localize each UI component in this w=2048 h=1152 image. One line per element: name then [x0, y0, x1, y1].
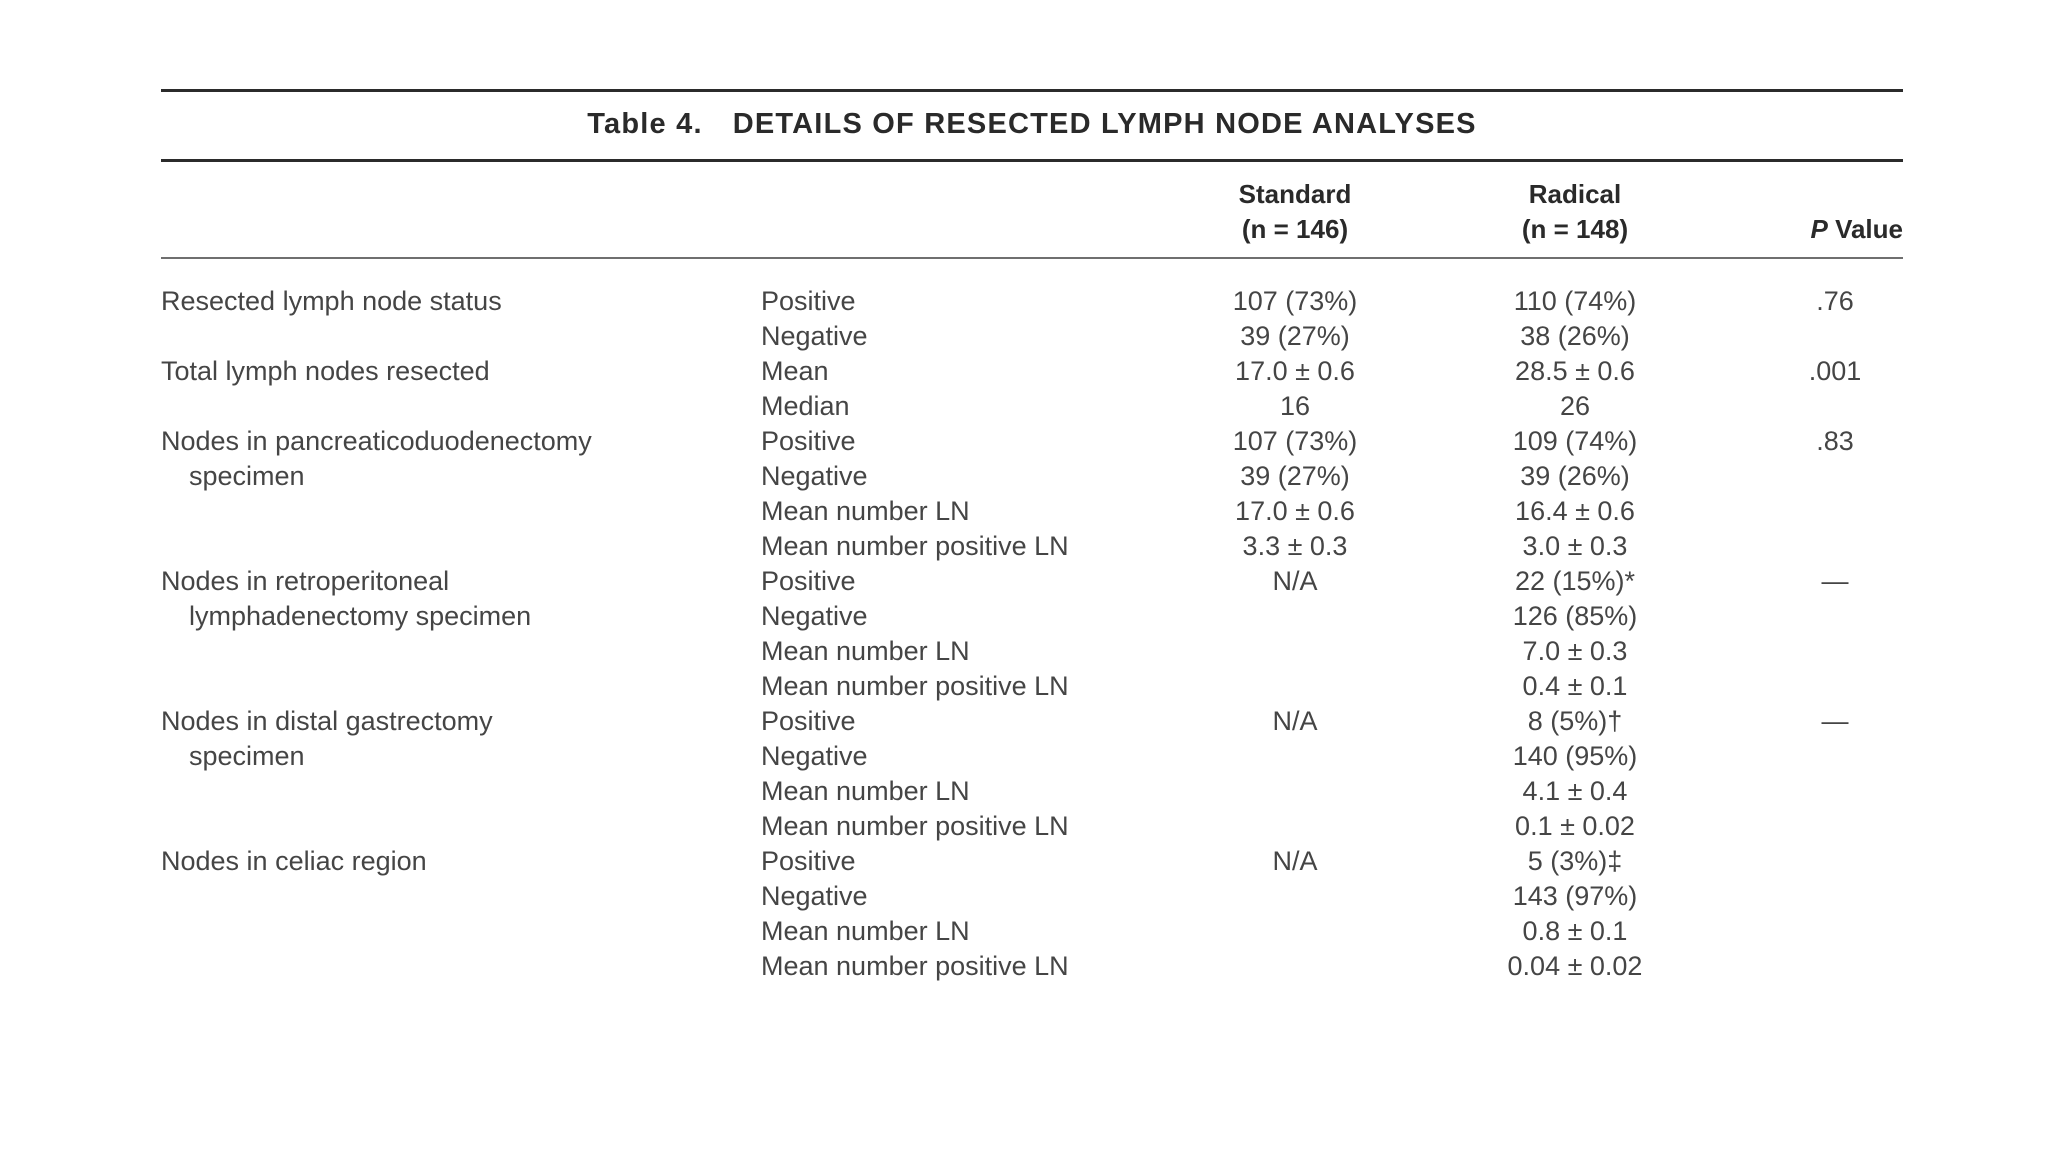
radical-value: 143 (97%): [1512, 881, 1638, 911]
header-p-value: [1760, 212, 1903, 247]
row-label: Total lymph nodes resected: [161, 356, 490, 386]
radical-value: 16.4 ± 0.6: [1515, 496, 1635, 526]
table-row: [0, 459, 2048, 494]
radical-value: 3.0 ± 0.3: [1522, 531, 1628, 561]
header-radical-name: Radical: [1528, 179, 1622, 209]
radical-value: 110 (74%): [1513, 286, 1637, 316]
row-sublabel: Positive: [761, 286, 856, 316]
row-sublabel: Median: [761, 391, 850, 421]
radical-value: 7.0 ± 0.3: [1522, 636, 1628, 666]
standard-value: 17.0 ± 0.6: [1235, 356, 1355, 386]
row-sublabel: Mean number positive LN: [761, 671, 1069, 701]
header-standard-name: Standard: [1238, 179, 1352, 209]
table-row: [0, 844, 2048, 879]
row-sublabel: Negative: [761, 321, 868, 351]
row-sublabel: Positive: [761, 566, 856, 596]
table-row: [0, 634, 2048, 669]
standard-value: 16: [1279, 391, 1311, 421]
radical-value: 140 (95%): [1512, 741, 1638, 771]
row-sublabel: Mean number positive LN: [761, 531, 1069, 561]
table-body: [0, 284, 2048, 984]
radical-value: 39 (26%): [1520, 461, 1630, 491]
row-sublabel: Mean: [761, 356, 829, 386]
table-row: [0, 949, 2048, 984]
table-row: [0, 389, 2048, 424]
row-sublabel: Mean number positive LN: [761, 951, 1069, 981]
table-row: [0, 424, 2048, 459]
standard-value: N/A: [1272, 846, 1318, 876]
table-title: [161, 108, 1903, 141]
p-value: —: [1821, 706, 1849, 736]
table-number: Table 4.: [587, 108, 703, 140]
radical-value: 38 (26%): [1520, 321, 1630, 351]
table-row: [0, 739, 2048, 774]
header-standard: [1200, 177, 1390, 247]
row-sublabel: Mean number LN: [761, 636, 970, 666]
table-row: [0, 284, 2048, 319]
radical-value: 0.04 ± 0.02: [1507, 951, 1643, 981]
table-row: [0, 319, 2048, 354]
table-title-text: DETAILS OF RESECTED LYMPH NODE ANALYSES: [732, 108, 1477, 140]
table-row: [0, 914, 2048, 949]
row-sublabel: Mean number positive LN: [761, 811, 1069, 841]
header-standard-n: (n = 146): [1241, 214, 1349, 244]
standard-value: 17.0 ± 0.6: [1235, 496, 1355, 526]
row-sublabel: Mean number LN: [761, 776, 970, 806]
radical-value: 4.1 ± 0.4: [1522, 776, 1628, 806]
row-label: Resected lymph node status: [161, 286, 502, 316]
standard-value: 107 (73%): [1232, 426, 1358, 456]
standard-value: 39 (27%): [1240, 321, 1350, 351]
p-value: —: [1821, 566, 1849, 596]
table-row: [0, 704, 2048, 739]
standard-value: N/A: [1272, 706, 1318, 736]
standard-value: 107 (73%): [1232, 286, 1358, 316]
radical-value: 28.5 ± 0.6: [1515, 356, 1635, 386]
row-sublabel: Positive: [761, 426, 856, 456]
row-label: specimen: [189, 741, 305, 771]
table-row: [0, 354, 2048, 389]
p-value: .001: [1808, 356, 1862, 386]
row-label: Nodes in retroperitoneal: [161, 566, 450, 596]
radical-value: 0.4 ± 0.1: [1522, 671, 1628, 701]
row-label: Nodes in celiac region: [161, 846, 427, 876]
table-row: [0, 879, 2048, 914]
row-sublabel: Negative: [761, 881, 868, 911]
radical-value: 109 (74%): [1512, 426, 1638, 456]
radical-value: 8 (5%)†: [1527, 706, 1623, 736]
row-label: Nodes in distal gastrectomy: [161, 706, 493, 736]
title-bottom-rule: [161, 159, 1903, 162]
radical-value: 26: [1559, 391, 1591, 421]
row-sublabel: Negative: [761, 741, 868, 771]
radical-value: 5 (3%)‡: [1527, 846, 1623, 876]
table-row: [0, 599, 2048, 634]
header-p-letter: P: [1810, 214, 1828, 244]
header-p-rest: Value: [1827, 214, 1903, 244]
header-radical: [1480, 177, 1670, 247]
row-sublabel: Positive: [761, 846, 856, 876]
table-row: [0, 494, 2048, 529]
row-sublabel: Positive: [761, 706, 856, 736]
row-sublabel: Mean number LN: [761, 916, 970, 946]
row-sublabel: Mean number LN: [761, 496, 970, 526]
row-label: Nodes in pancreaticoduodenectomy: [161, 426, 592, 456]
standard-value: 3.3 ± 0.3: [1242, 531, 1348, 561]
p-value: .83: [1816, 426, 1854, 456]
table-row: [0, 809, 2048, 844]
table-row: [0, 669, 2048, 704]
table-row: [0, 564, 2048, 599]
standard-value: N/A: [1272, 566, 1318, 596]
table-row: [0, 774, 2048, 809]
row-label: specimen: [189, 461, 305, 491]
row-label: lymphadenectomy specimen: [189, 601, 532, 631]
p-value: .76: [1816, 286, 1854, 316]
table-row: [0, 529, 2048, 564]
radical-value: 126 (85%): [1512, 601, 1638, 631]
radical-value: 22 (15%)*: [1514, 566, 1636, 596]
table-top-rule: [161, 89, 1903, 92]
header-bottom-rule: [161, 257, 1903, 259]
row-sublabel: Negative: [761, 461, 868, 491]
radical-value: 0.8 ± 0.1: [1522, 916, 1628, 946]
header-radical-n: (n = 148): [1521, 214, 1629, 244]
row-sublabel: Negative: [761, 601, 868, 631]
radical-value: 0.1 ± 0.02: [1515, 811, 1635, 841]
standard-value: 39 (27%): [1240, 461, 1350, 491]
